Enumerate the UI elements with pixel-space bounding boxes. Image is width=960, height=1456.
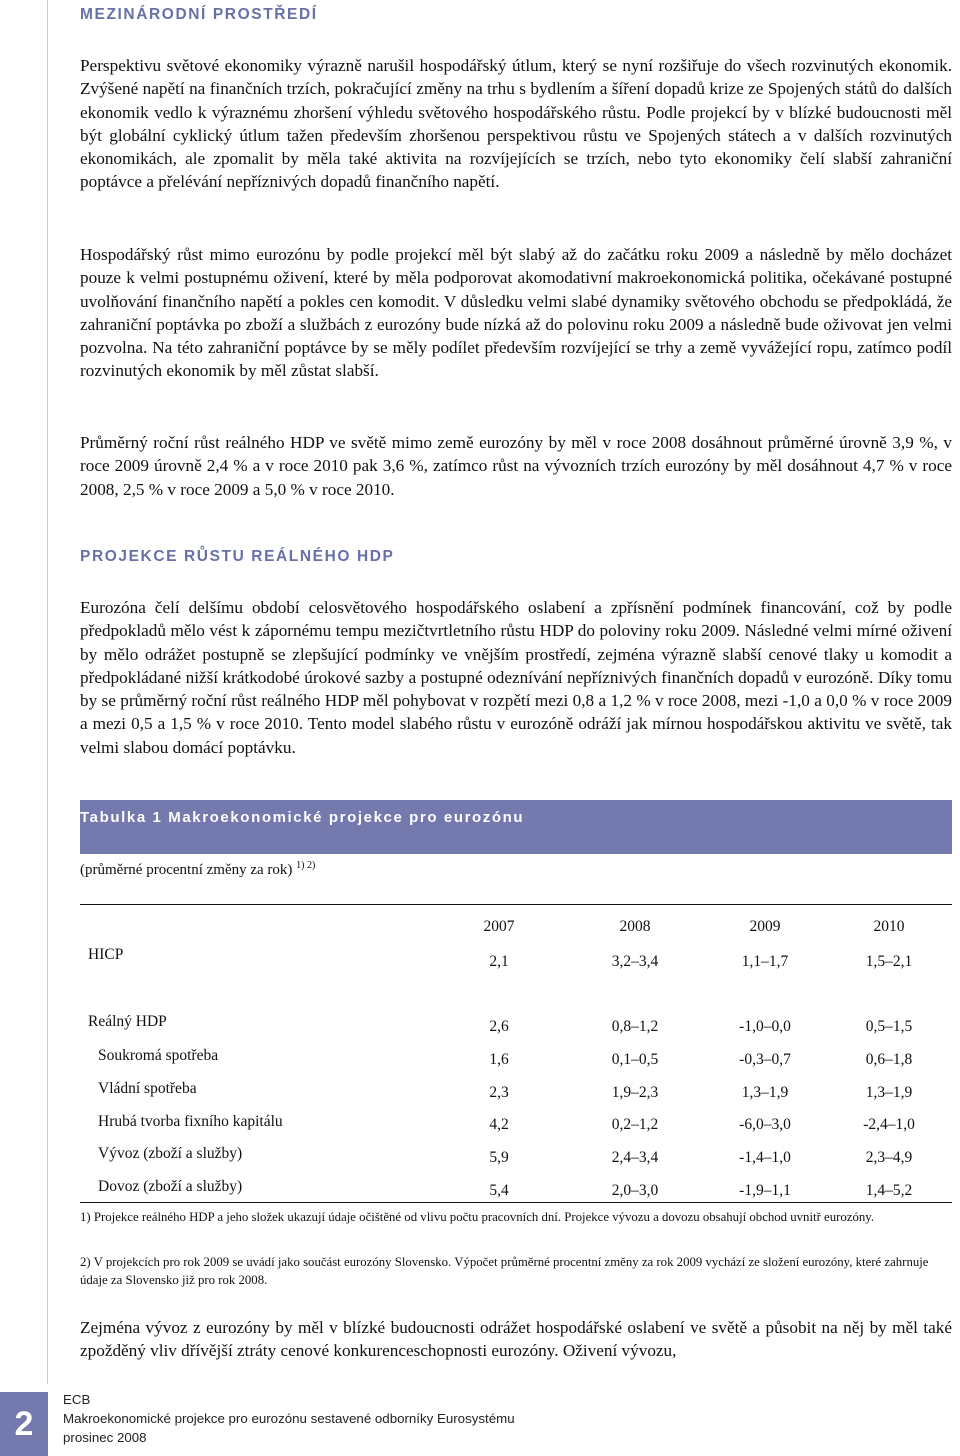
- table-footnote-1: 1) Projekce reálného HDP a jeho složek ukazují údaje očištěné od vlivu počtu pracovních dní. Projekce vývozu a dovozu obsahují obchod uvnitř eurozóny.: [80, 1210, 875, 1224]
- paragraph-1: Perspektivu světové ekonomiky výrazně narušil hospodářský útlum, který se nyní rozšiřuje do všech rozvinutých ekonomik. Zvýšené napětí na finančních trzích, pokračující změny na trhu s bydlením a šíření dopadů krize ze Spojených států do dalších ekonomik vedlo k výraznému zhoršení výhledu světového hospodářského růstu. Podle projekcí by v blízké budoucnosti měl být globální cyklický útlum tažen především zhoršenou perspektivou růstu ve Spojených státech a v dalších rozvinutých ekonomikách, ale zpomalit by měla také aktivita na rozvíjejících se trzích, nebo tyto ekonomiky čelí slabší zahraniční poptávce a přelévání nepříznivých dopadů finančního napětí.: [80, 56, 952, 192]
- table-cell: -1,9–1,1: [739, 1182, 791, 1199]
- table-cell: -1,4–1,0: [739, 1149, 791, 1166]
- table-row-label: Dovoz (zboží a služby): [98, 1178, 243, 1195]
- table-cell: 5,4: [489, 1182, 509, 1199]
- table-cell: 1,4–5,2: [865, 1182, 913, 1199]
- table-year-header: 2007: [483, 918, 515, 935]
- table-title-bar: [80, 800, 952, 854]
- table-bottom-rule: [80, 1202, 952, 1203]
- footer-date: prosinec 2008: [63, 1430, 147, 1445]
- table-row-label: Soukromá spotřeba: [98, 1047, 219, 1064]
- table-footnote-2: 2) V projekcích pro rok 2009 se uvádí jako součást eurozóny Slovensko. Výpočet průměrné procentní změny za rok 2009 vychází ze složení eurozóny, které zahrnuje údaje za Slovensko již pro rok 2008.: [80, 1255, 929, 1287]
- table-cell: 1,3–1,9: [865, 1084, 913, 1101]
- table-year-header: 2009: [749, 918, 781, 935]
- table-cell: 2,4–3,4: [611, 1149, 659, 1166]
- table-cell: 2,3–4,9: [865, 1149, 913, 1166]
- table-cell: 0,2–1,2: [611, 1116, 659, 1133]
- section-heading-gdp: PROJEKCE RŮSTU REÁLNÉHO HDP: [80, 548, 395, 565]
- table-cell: 3,2–3,4: [611, 953, 659, 970]
- table-cell: -6,0–3,0: [739, 1116, 791, 1133]
- table-cell: -1,0–0,0: [739, 1018, 791, 1035]
- table-row-label: Vládní spotřeba: [98, 1080, 197, 1097]
- paragraph-3: Průměrný roční růst reálného HDP ve světě mimo země eurozóny by měl v roce 2008 dosáhnout průměrné úrovně 3,9 %, v roce 2009 úrovně 2,4 % a v roce 2010 pak 3,6 %, zatímco růst na vývozních trzích eurozóny by měl dosáhnout 4,7 % v roce 2008, 2,5 % v roce 2009 a 5,0 % v roce 2010.: [80, 433, 952, 499]
- paragraph-2: Hospodářský růst mimo eurozónu by podle projekcí měl být slabý až do začátku roku 2009 a následně by mělo docházet pouze k velmi postupnému oživení, které by měla podporovat akomodativní makroekonomická politika, očekávané postupné uvolňování finančního napětí a pokles cen komodit. V důsledku velmi slabé dynamiky světového obchodu se předpokládá, že zahraniční poptávka po zboží a službách z eurozóny bude nízká až do polovinu roku 2009 a následně bude oživovat jen velmi pozvolna. Na této zahraniční poptávce by se měly podílet především rozvíjející se trhy a země vyvážející ropu, zatímco podíl rozvinutých ekonomik by měl zůstat slabší.: [80, 245, 952, 381]
- table-cell: 0,6–1,8: [865, 1051, 913, 1068]
- table-subtitle: (průměrné procentní změny za rok) $^{1) 2)}$: [80, 860, 316, 878]
- table-year-header: 2008: [619, 918, 651, 935]
- table-row-label: Hrubá tvorba fixního kapitálu: [98, 1113, 283, 1130]
- table-row-label: HICP: [88, 946, 124, 963]
- table-cell: 4,2: [489, 1116, 509, 1133]
- footer-publication-title: Makroekonomické projekce pro eurozónu sestavené odborníky Eurosystému: [63, 1411, 515, 1426]
- table-cell: 0,1–0,5: [611, 1051, 659, 1068]
- table-top-rule: [80, 904, 952, 905]
- table-cell: 0,5–1,5: [865, 1018, 913, 1035]
- page-margin-rule: [47, 0, 48, 1384]
- footer-publisher: ECB: [63, 1392, 91, 1407]
- table-row-label: Vývoz (zboží a služby): [98, 1145, 243, 1162]
- table-cell: -0,3–0,7: [739, 1051, 791, 1068]
- section-heading-international: MEZINÁRODNÍ PROSTŘEDÍ: [80, 6, 318, 23]
- page-number: 2: [0, 1392, 48, 1456]
- table-title: Tabulka 1 Makroekonomické projekce pro eurozónu: [80, 809, 525, 826]
- table-cell: 2,6: [489, 1018, 509, 1035]
- table-cell: 0,8–1,2: [611, 1018, 659, 1035]
- table-cell: 1,9–2,3: [611, 1084, 659, 1101]
- table-cell: -2,4–1,0: [863, 1116, 915, 1133]
- table-cell: 1,3–1,9: [741, 1084, 789, 1101]
- closing-paragraph: Zejména vývoz z eurozóny by měl v blízké budoucnosti odrážet hospodářské oslabení ve světě a působit na něj by měl také zpožděný vliv dřívější ztráty cenové konkurenceschopnosti eurozóny. Oživení vývozu,: [80, 1318, 952, 1361]
- table-cell: 1,6: [489, 1051, 509, 1068]
- table-cell: 2,3: [489, 1084, 509, 1101]
- table-cell: 2,1: [489, 953, 509, 970]
- table-year-header: 2010: [873, 918, 905, 935]
- table-subtitle-footnote-marks: 1) 2): [296, 860, 316, 871]
- paragraph-gdp: Eurozóna čelí delšímu období celosvětového hospodářského oslabení a zpřísnění podmínek financování, což by podle předpokladů mělo vést k zápornému tempu mezičtvrtletního růstu HDP do poloviny roku 2009. Následné velmi mírné oživení by mělo odrážet postupně se zlepšující podmínky ve vnějším prostředí, zejména výrazně slabší cenové tlaky u komodit a předpokládané nižší krátkodobé úrokové sazby a postupné odeznívání nepříznivých finančních dopadů v eurozóně. Díky tomu by se průměrný roční růst reálného HDP měl pohybovat v rozpětí mezi 0,8 a 1,2 % v roce 2008, mezi -1,0 a 0,0 % v roce 2009 a mezi 0,5 a 1,5 % v roce 2010. Tento model slabého růstu v eurozóně odráží jak mírnou hospodářskou aktivitu ve světě, tak velmi slabou domácí poptávku.: [80, 598, 952, 757]
- table-cell: 1,5–2,1: [865, 953, 913, 970]
- table-cell: 1,1–1,7: [741, 953, 789, 970]
- table-cell: 2,0–3,0: [611, 1182, 659, 1199]
- table-cell: 5,9: [489, 1149, 509, 1166]
- table-row-label: Reálný HDP: [88, 1013, 167, 1030]
